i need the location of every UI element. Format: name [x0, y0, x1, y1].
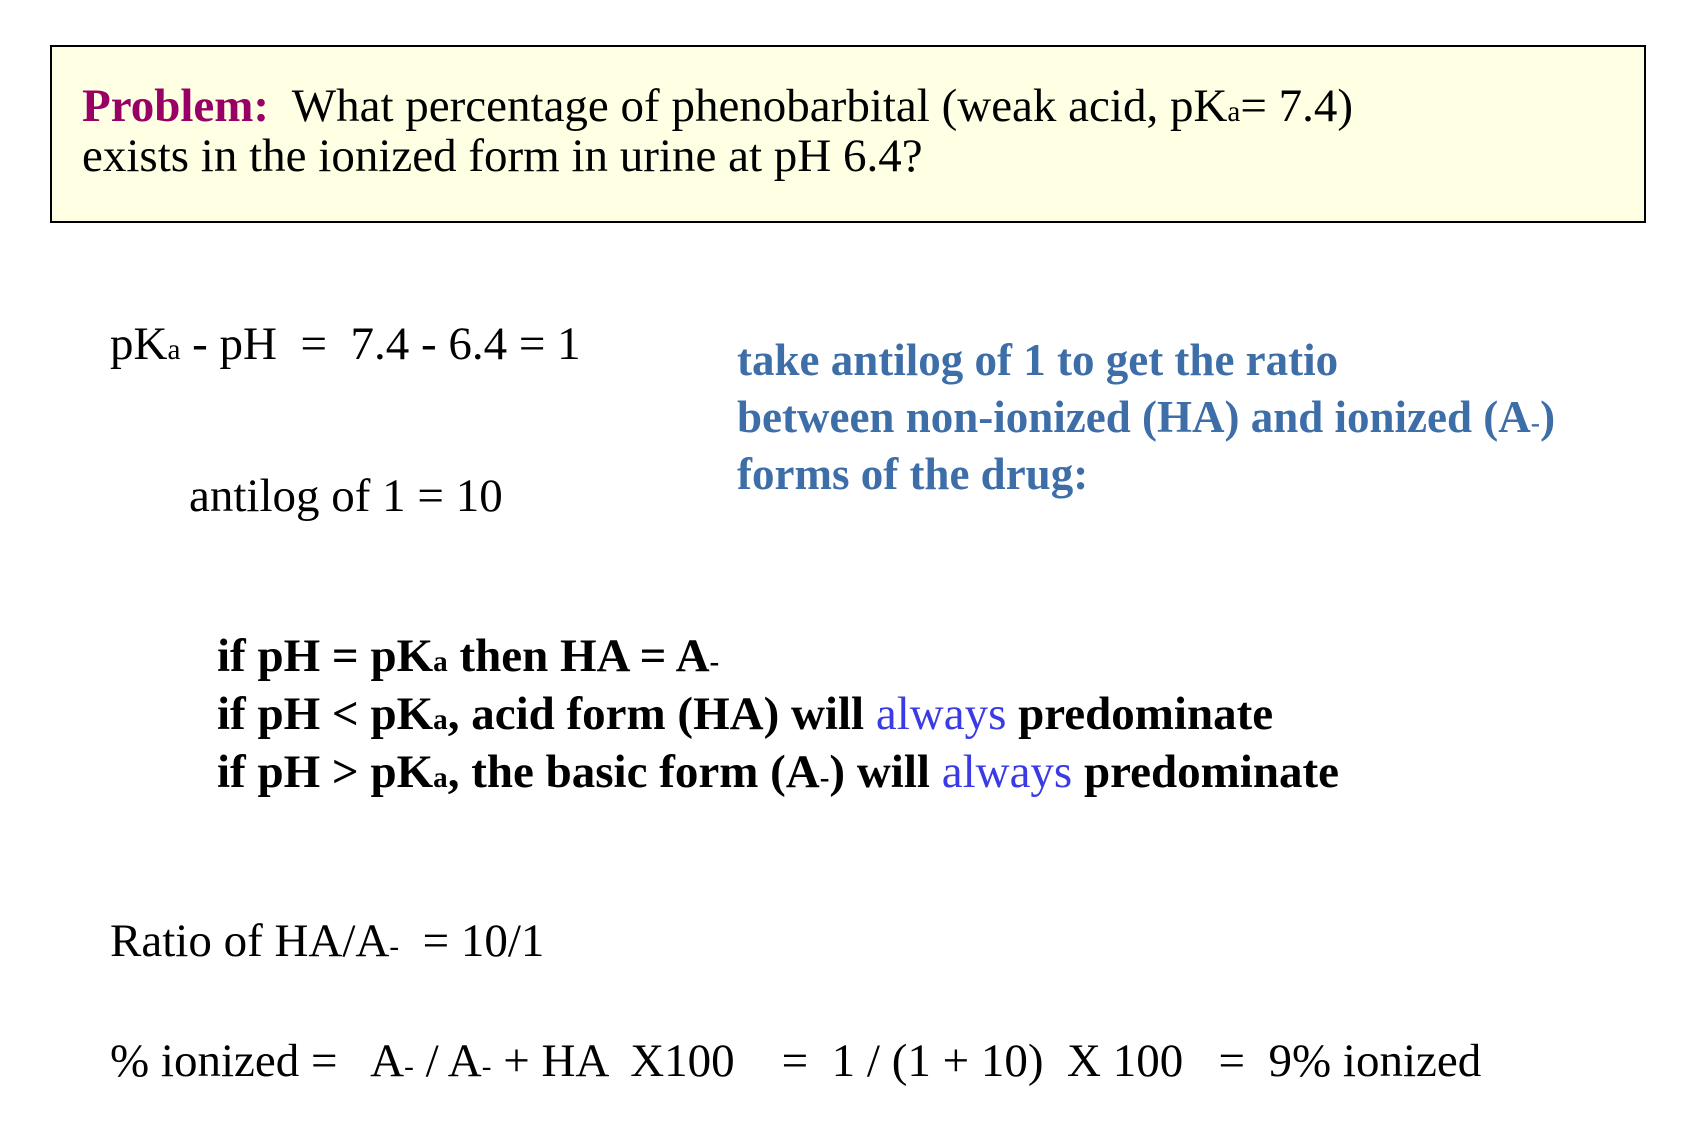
- note-subscript: -: [1530, 408, 1541, 439]
- note-line-2-b: ): [1540, 392, 1556, 442]
- rule3-emphasis: always: [941, 746, 1073, 798]
- ratio-a: Ratio of HA/A: [110, 915, 390, 967]
- ratio-b: = 10/1: [399, 915, 545, 967]
- ratio-equation: [110, 915, 544, 973]
- ratio-subscript: -: [389, 931, 400, 963]
- rule3-d: predominate: [1072, 746, 1339, 798]
- note-line-2-a: between non-ionized (HA) and ionized (A: [737, 392, 1531, 442]
- problem-text-b: = 7.4): [1240, 80, 1353, 132]
- note-line-3: forms of the drug:: [737, 449, 1089, 499]
- problem-subscript: a: [1227, 96, 1241, 128]
- ionized-c: + HA X100 = 1 / (1 + 10) X 100 = 9% ionized: [491, 1035, 1482, 1087]
- calc1-a: pK: [110, 318, 168, 370]
- ionized-subscript-2: -: [481, 1051, 492, 1083]
- rule1-a: if pH = pK: [217, 630, 434, 682]
- rule3-c: ) will: [829, 746, 942, 798]
- calc1-b: - pH = 7.4 - 6.4 = 1: [180, 318, 581, 370]
- rule-greater-than: [217, 743, 1339, 807]
- pka-minus-ph-equation: [110, 318, 581, 376]
- rule2-a: if pH < pK: [217, 688, 434, 740]
- antilog-equation: antilog of 1 = 10: [189, 470, 503, 522]
- rule1-subscript-2: -: [709, 646, 720, 678]
- rule1-subscript: a: [433, 646, 448, 678]
- problem-label: Problem:: [82, 80, 270, 132]
- rule-equal: [217, 627, 719, 691]
- ionized-a: % ionized = A: [110, 1035, 405, 1087]
- problem-line-2: exists in the ionized form in urine at pH 6.4?: [82, 130, 923, 182]
- rule2-b: , acid form (HA) will: [447, 688, 876, 740]
- rule2-c: predominate: [1006, 688, 1274, 740]
- rule3-subscript-2: -: [819, 762, 830, 794]
- rule2-subscript: a: [433, 704, 448, 736]
- ionized-subscript-1: -: [404, 1051, 414, 1083]
- calc1-subscript: a: [167, 334, 181, 366]
- rule3-subscript: a: [433, 762, 448, 794]
- problem-box: [50, 45, 1646, 223]
- note-line-1: take antilog of 1 to get the ratio: [737, 335, 1339, 385]
- percent-ionized-equation: [110, 1035, 1481, 1093]
- rule1-b: then HA = A: [447, 630, 710, 682]
- ionized-b: / A: [413, 1035, 482, 1087]
- note-line-2: [737, 389, 1555, 452]
- problem-line-1: [82, 81, 1353, 137]
- rule-less-than: [217, 685, 1273, 749]
- rule2-emphasis: always: [875, 688, 1007, 740]
- rule3-b: , the basic form (A: [447, 746, 820, 798]
- problem-text-a: What percentage of phenobarbital (weak acid, pK: [291, 80, 1228, 132]
- rule3-a: if pH > pK: [217, 746, 434, 798]
